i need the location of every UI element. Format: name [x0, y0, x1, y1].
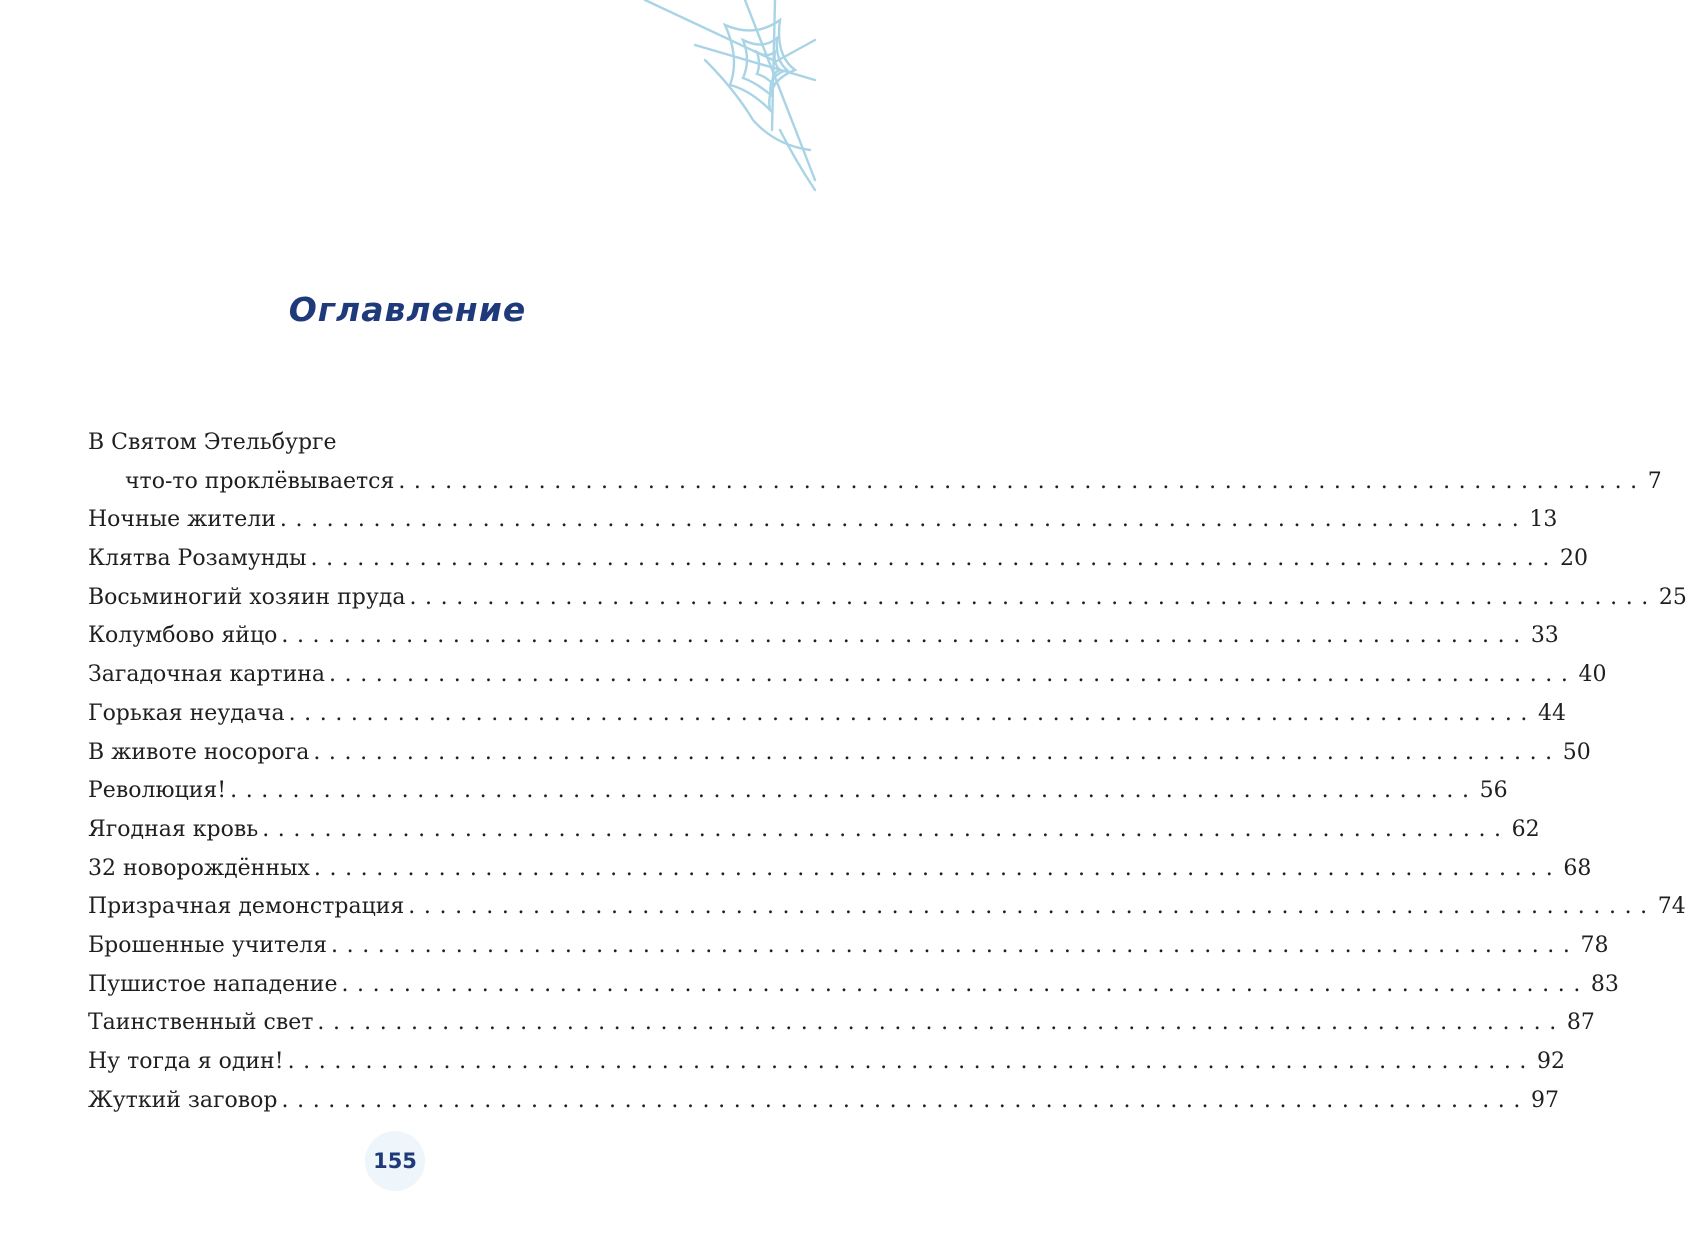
toc-entry-page: 44 — [1538, 700, 1567, 726]
leader-dots: ................................................................................ — [313, 855, 1562, 881]
toc-entry — [88, 927, 1609, 966]
page-number-badge — [365, 1131, 425, 1191]
leader-dots: ................................................................................ — [317, 1010, 1565, 1036]
leader-dots: ................................................................................ — [281, 623, 1529, 649]
toc-entry — [88, 888, 1686, 927]
toc-entry — [88, 463, 1662, 502]
leader-dots: ................................................................................ — [281, 1087, 1529, 1113]
leader-dots: ................................................................................ — [230, 778, 1478, 804]
toc-entry-page: 68 — [1563, 855, 1592, 881]
leader-dots: ................................................................................ — [287, 1049, 1536, 1074]
toc-entry-title-line — [88, 424, 704, 463]
toc-entry — [88, 540, 1588, 579]
toc-entry — [88, 656, 1607, 695]
leader-dots: ................................................................................ — [409, 584, 1657, 610]
leader-dots: ................................................................................ — [341, 971, 1589, 997]
toc-entry — [88, 850, 1592, 889]
toc-entry-label: В Святом Этельбурге — [88, 430, 337, 455]
leader-dots: ................................................................................ — [408, 894, 1656, 920]
toc-entry-label: 32 новорождённых — [88, 855, 310, 881]
toc-entry-label: Горькая неудача — [88, 700, 285, 726]
leader-dots: ................................................................................ — [331, 932, 1579, 958]
page-title: Оглавление — [288, 290, 527, 329]
toc-entry-label: что-то проклёвывается — [125, 468, 395, 494]
toc-entry-label: Колумбово яйцо — [88, 623, 278, 649]
toc-entry — [88, 1004, 1595, 1043]
toc-entry-page: 92 — [1537, 1049, 1566, 1074]
toc-entry — [88, 811, 1540, 850]
toc-entry — [88, 1043, 1566, 1082]
toc-entry-label: В животе носорога — [88, 739, 310, 765]
table-of-contents — [88, 424, 1687, 1120]
toc-entry-label: Ночные жители — [88, 507, 276, 533]
toc-entry-label: Пушистое нападение — [88, 971, 338, 997]
toc-entry-page: 40 — [1578, 662, 1607, 688]
leader-dots: ................................................................................ — [310, 546, 1558, 572]
leader-dots: ................................................................................ — [329, 662, 1577, 688]
toc-entry-label: Таинственный свет — [88, 1010, 314, 1036]
spider-web-icon — [625, 0, 815, 200]
leader-dots: ................................................................................ — [262, 816, 1510, 842]
toc-entry-page: 83 — [1590, 971, 1619, 997]
toc-entry — [88, 1082, 1559, 1121]
toc-entry-page: 78 — [1580, 932, 1609, 958]
toc-entry-label: Клятва Розамунды — [88, 546, 307, 572]
toc-entry-page: 97 — [1530, 1087, 1559, 1113]
toc-entry-page: 50 — [1562, 739, 1591, 765]
toc-entry — [88, 579, 1687, 618]
toc-entry — [88, 734, 1591, 773]
toc-entry — [88, 966, 1619, 1005]
toc-entry-label: Ну тогда я один! — [88, 1049, 284, 1074]
leader-dots: ................................................................................ — [398, 468, 1646, 494]
toc-entry-page: 87 — [1566, 1010, 1595, 1036]
toc-entry-page: 74 — [1657, 894, 1686, 920]
toc-entry — [88, 617, 1559, 656]
leader-dots: ................................................................................ — [279, 507, 1528, 533]
toc-entry-page: 20 — [1559, 546, 1588, 572]
toc-entry-page: 25 — [1658, 584, 1687, 610]
toc-entry-page: 56 — [1479, 778, 1508, 804]
toc-entry-page: 13 — [1529, 507, 1558, 533]
toc-entry-label: Призрачная демонстрация — [88, 894, 405, 920]
toc-entry-label: Загадочная картина — [88, 662, 326, 688]
toc-entry-page: 7 — [1647, 468, 1662, 494]
toc-entry — [88, 695, 1567, 734]
leader-dots: ................................................................................ — [313, 739, 1561, 765]
toc-entry-page: 33 — [1530, 623, 1559, 649]
page-number: 155 — [373, 1149, 417, 1173]
leader-dots: ................................................................................ — [288, 700, 1537, 726]
toc-entry-label: Брошенные учителя — [88, 932, 328, 958]
toc-entry-label: Революция! — [88, 778, 227, 804]
toc-entry — [88, 501, 1558, 540]
toc-entry-page: 62 — [1511, 816, 1540, 842]
toc-entry — [88, 772, 1508, 811]
toc-entry-label: Восьминогий хозяин пруда — [88, 584, 406, 610]
toc-entry-label: Ягодная кровь — [88, 816, 259, 842]
toc-entry-label: Жуткий заговор — [88, 1087, 278, 1113]
